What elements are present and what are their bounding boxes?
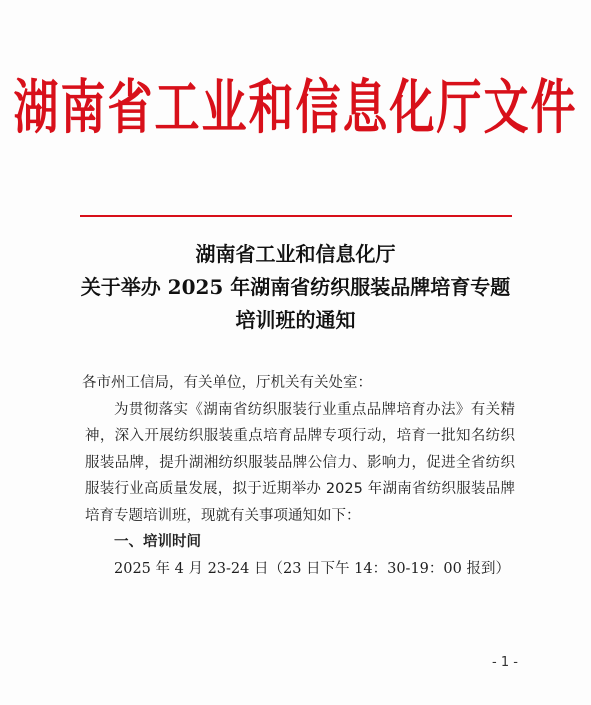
notice-title-line-2: 关于举办 2025 年湖南省纺织服装品牌培育专题 — [80, 275, 511, 299]
section-heading-training-time: 一、培训时间 — [114, 534, 201, 550]
notice-title-line-3: 培训班的通知 — [235, 308, 356, 332]
body-paragraph: 为贯彻落实《湖南省纺织服装行业重点品牌培育办法》有关精神，深入开展纺织服装重点培育品牌专项行动，培育一批知名纺织服装品牌，提升湖湘纺织服装品牌公信力、影响力，促进全省纺织服装行业高质量发展，拟于近期举办 2025 年湖南省纺织服装品牌培育专题培训班，现就有关事项通知如下： — [85, 401, 515, 524]
red-divider-rule — [80, 215, 512, 217]
notice-title — [0, 238, 591, 337]
training-date: 2025 年 4 月 23-24 日（23 日下午 14：30-19：00 报到） — [114, 560, 510, 577]
notice-body — [82, 370, 515, 582]
notice-title-line-1: 湖南省工业和信息化厅 — [195, 242, 396, 266]
salutation: 各市州工信局，有关单位，厅机关有关处室： — [82, 375, 372, 391]
page-number: - 1 - — [492, 655, 518, 670]
document-header-title: 湖南省工业和信息化厅文件 — [13, 73, 578, 142]
